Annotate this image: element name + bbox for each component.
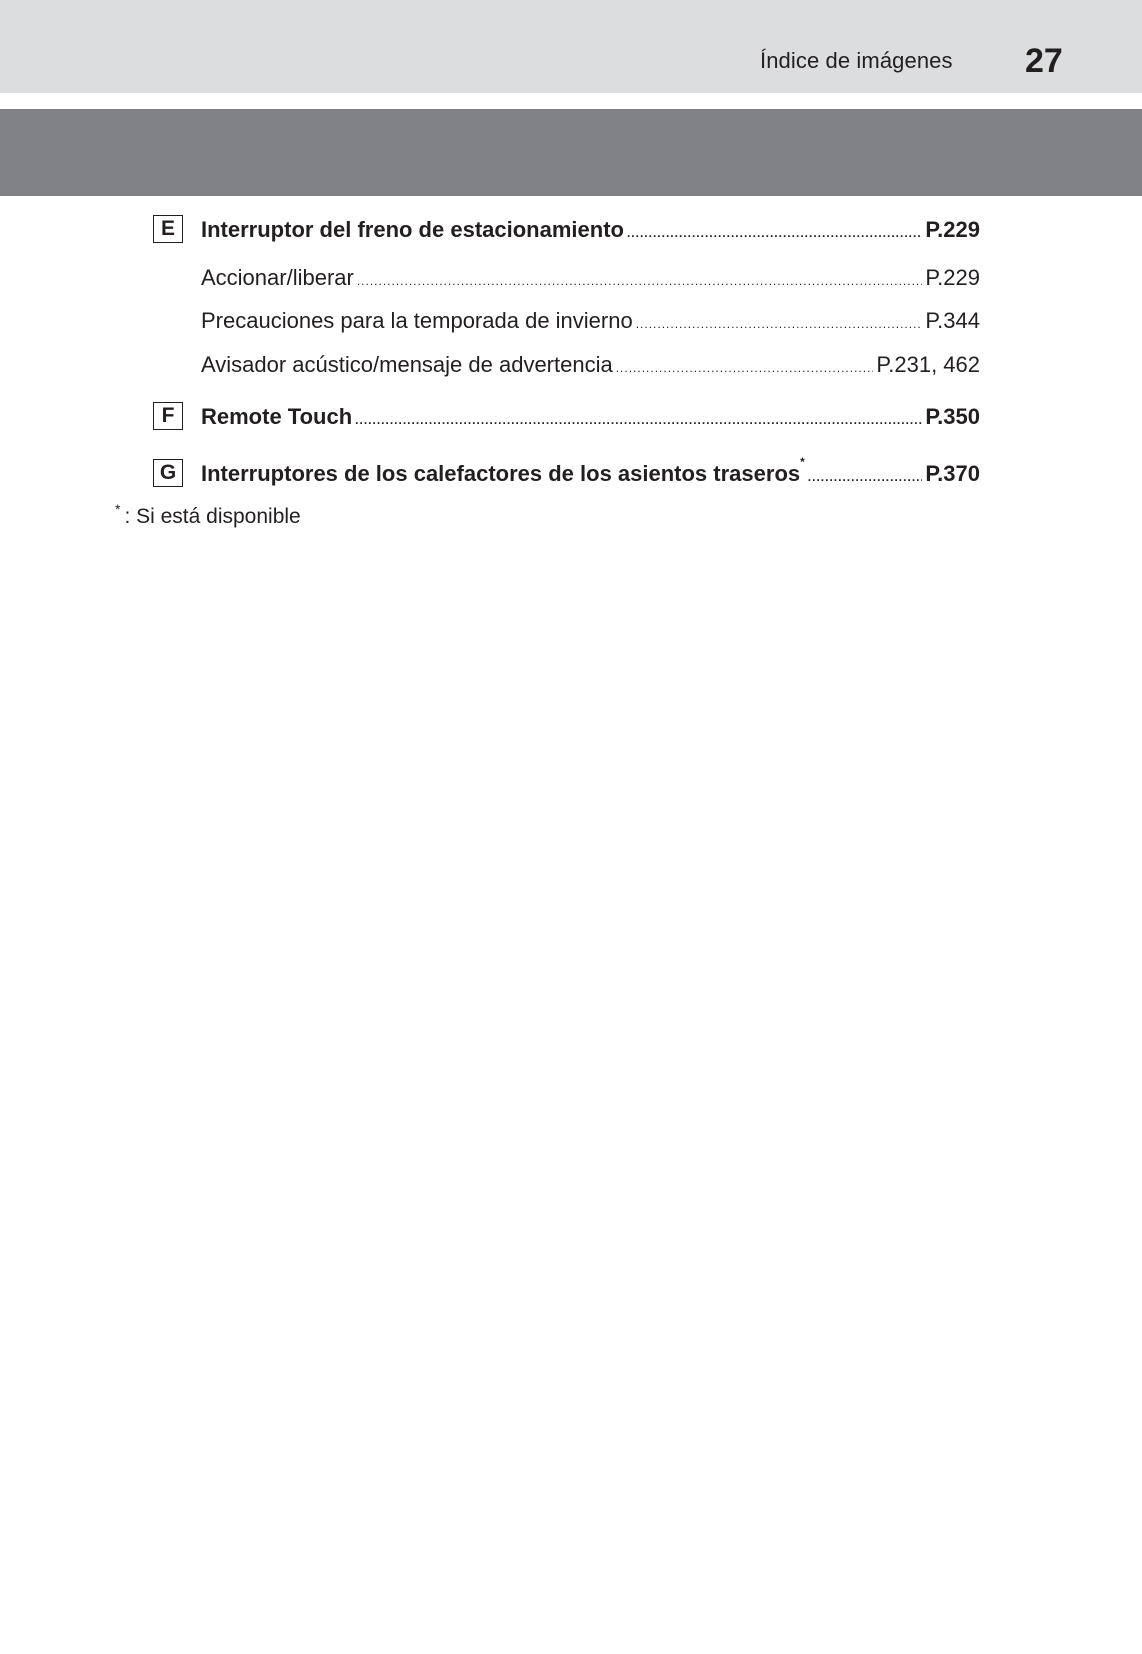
entry-page-ref[interactable]: P.344 (925, 308, 980, 333)
section-bar (0, 109, 1142, 196)
entry-label: Interruptor del freno de estacionamiento (201, 217, 624, 242)
footnote (115, 501, 301, 529)
footnote-marker: * (115, 501, 121, 517)
index-subentry-operate-release[interactable] (201, 263, 980, 291)
leader-dots (808, 459, 923, 481)
leader-dots (616, 350, 874, 372)
entry-page-ref[interactable]: P.229 (925, 265, 980, 290)
header-band (0, 0, 1142, 93)
leader-dots (355, 402, 922, 424)
index-entry-parking-brake-switch[interactable] (201, 215, 980, 243)
entry-page-ref[interactable]: P.231, 462 (876, 352, 980, 377)
entry-page-ref[interactable]: P.350 (925, 404, 980, 429)
entry-label: Avisador acústico/mensaje de advertencia (201, 352, 613, 377)
entry-label: Interruptores de los calefactores de los asientos traseros* (201, 455, 805, 486)
leader-dots (357, 263, 923, 285)
page-number: 27 (1025, 42, 1063, 80)
section-letter-e: E (153, 215, 183, 243)
leader-dots (627, 215, 922, 237)
entry-label: Accionar/liberar (201, 265, 354, 290)
index-subentry-winter-precautions[interactable] (201, 306, 980, 334)
leader-dots (636, 306, 923, 328)
entry-label: Precauciones para la temporada de invierno (201, 308, 633, 333)
section-letter-f: F (153, 402, 183, 430)
index-entry-rear-seat-heaters[interactable] (201, 455, 980, 487)
availability-marker: * (800, 455, 805, 469)
page-title: Índice de imágenes (760, 48, 953, 73)
footnote-text: : Si está disponible (124, 505, 301, 528)
index-subentry-buzzer-warning[interactable] (201, 350, 980, 378)
index-entry-remote-touch[interactable] (201, 402, 980, 430)
entry-page-ref[interactable]: P.229 (925, 217, 980, 242)
section-letter-g: G (153, 459, 183, 487)
entry-label: Remote Touch (201, 404, 353, 429)
entry-page-ref[interactable]: P.370 (925, 461, 980, 486)
